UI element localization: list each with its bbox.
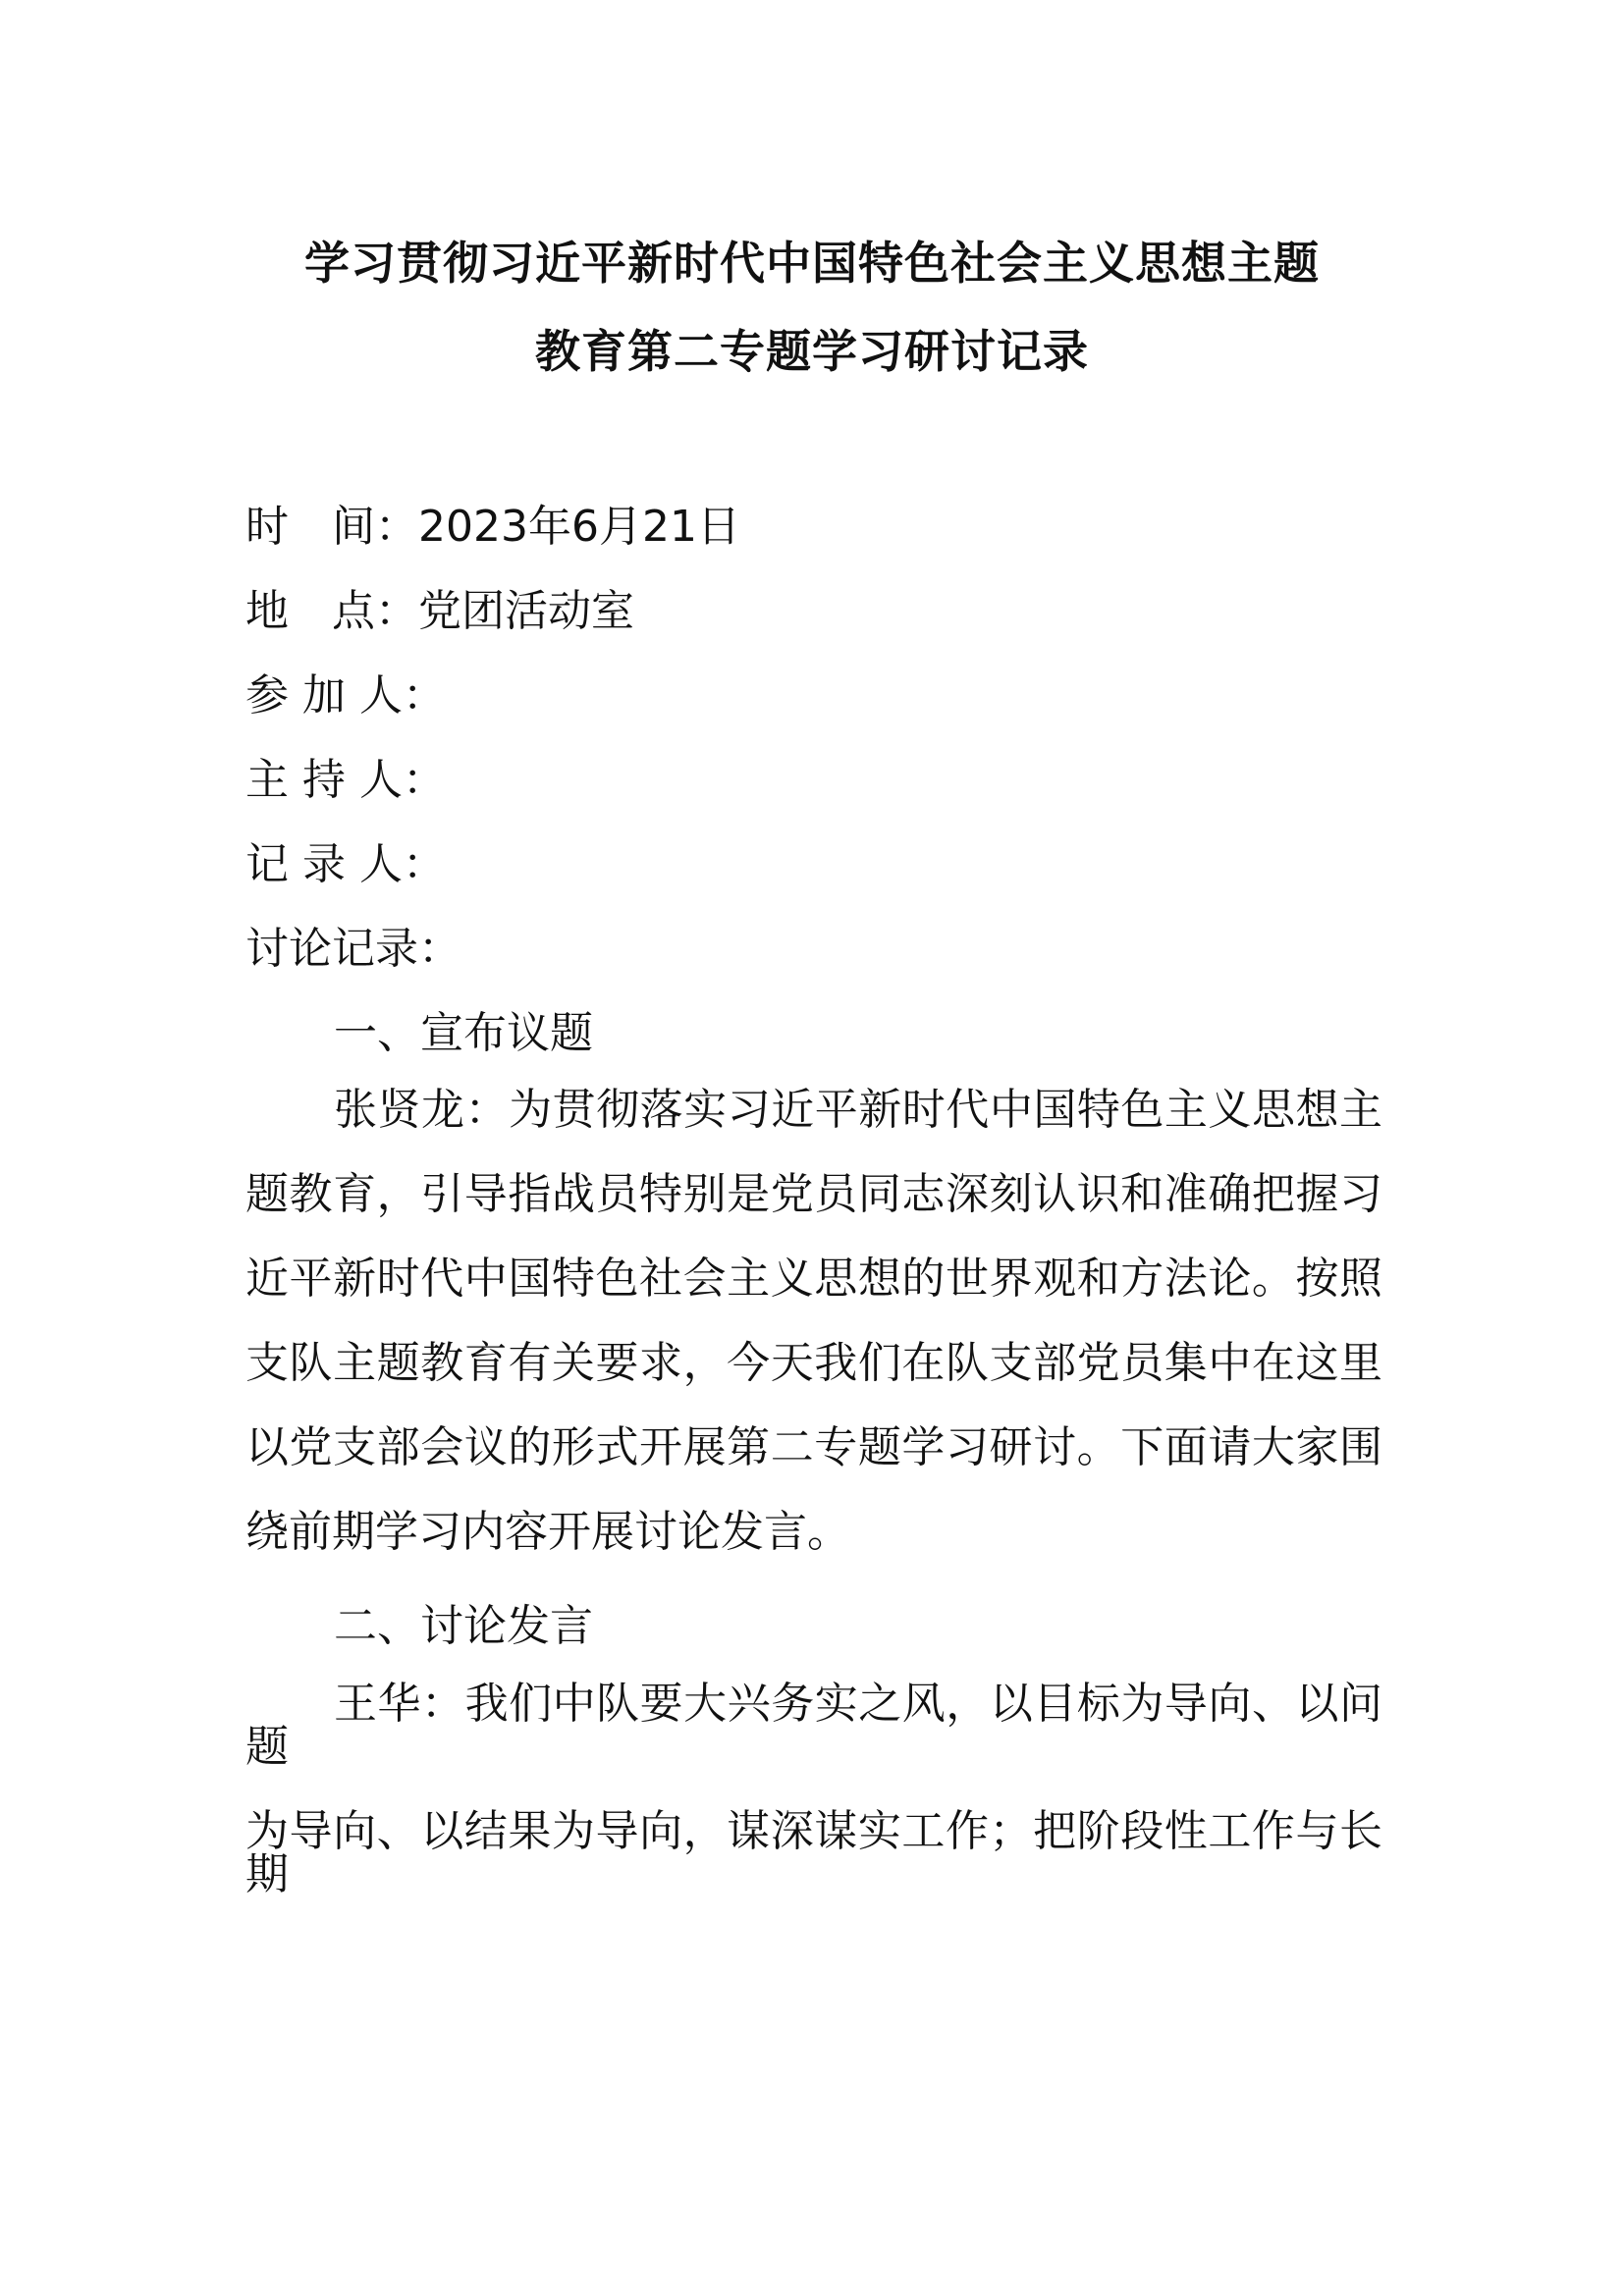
meta-discussion [245, 913, 461, 976]
meta-host-label: 主 持 人： [245, 755, 446, 805]
section-1-paragraph: 张贤龙：为贯彻落实习近平新时代中国特色主义思想主题教育，引导指战员特别是党员同志深刻认识和准确把握习近平新时代中国特色社会主义思想的世界观和方法论。按照支队主题教育有关要求，今天我们在队支部党员集中在这里以党支部会议的形式开展第二专题学习研讨。下面请大家围绕前期学习内容开展讨论发言。 [245, 1085, 1382, 1557]
meta-place-label: 地 点： [245, 586, 418, 636]
meta-place-value: 党团活动室 [418, 586, 634, 636]
meta-discussion-label: 讨论记录： [245, 924, 461, 974]
meta-recorder-label: 记 录 人： [245, 839, 446, 889]
meta-host [245, 744, 446, 807]
document-title-line-1: 学习贯彻习近平新时代中国特色社会主义思想主题 [304, 237, 1320, 290]
section-2-heading: 二、讨论发言 [334, 1601, 593, 1651]
document-title-line-2: 教育第二专题学习研讨记录 [535, 325, 1089, 378]
section-2-paragraph-line-1: 王华：我们中队要大兴务实之风，以目标为导向、以问题 [245, 1679, 1382, 1772]
section-2-paragraph-line-2: 为导向、以结果为导向，谋深谋实工作；把阶段性工作与长期 [245, 1806, 1382, 1899]
meta-time-label: 时 间： [245, 502, 418, 552]
meta-time-value: 2023年6月21日 [418, 502, 740, 552]
meta-time [245, 491, 740, 554]
meta-participants [245, 660, 446, 722]
section-1-heading: 一、宣布议题 [334, 1008, 593, 1058]
meta-recorder [245, 828, 446, 891]
meta-place [245, 575, 634, 638]
meta-participants-label: 参 加 人： [245, 670, 446, 721]
